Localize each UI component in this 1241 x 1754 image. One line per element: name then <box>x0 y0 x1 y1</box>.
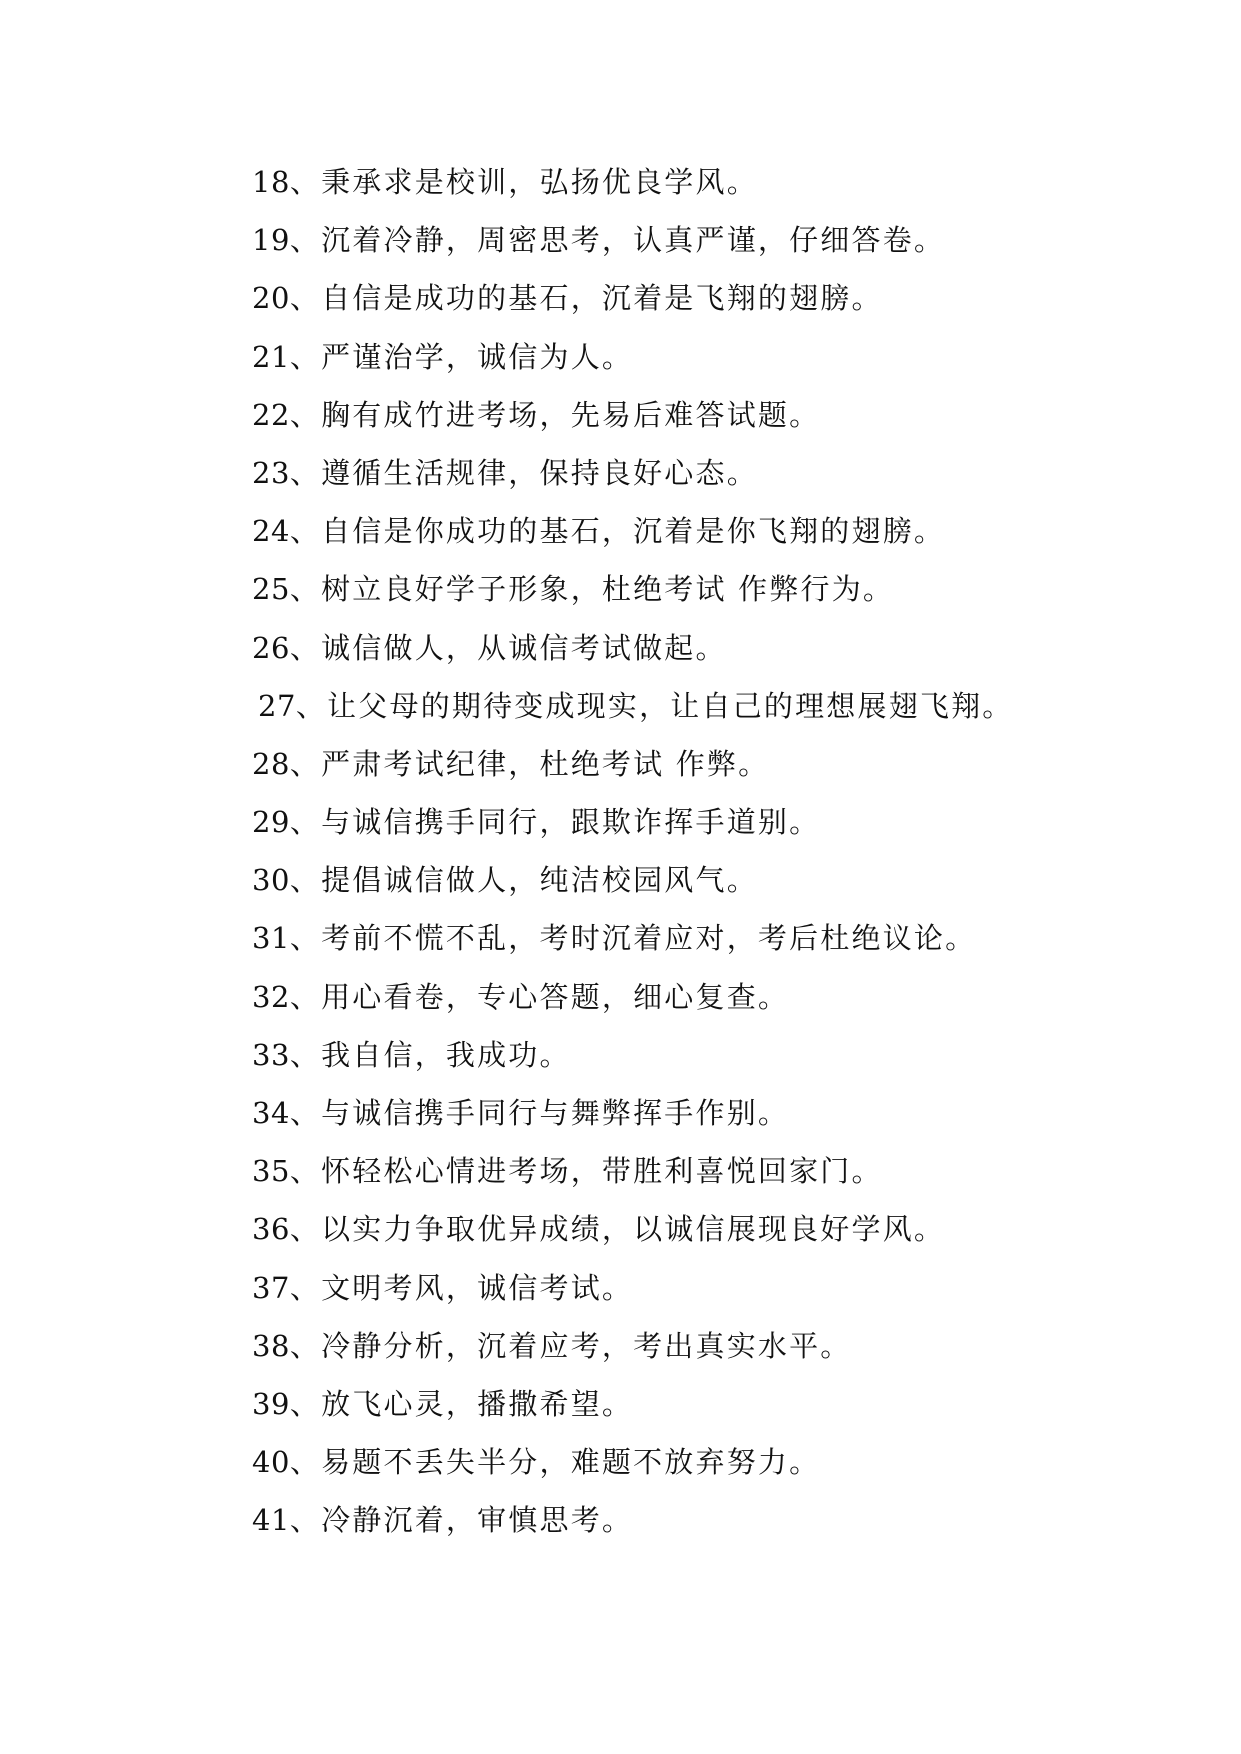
item-number: 32 <box>252 979 290 1014</box>
item-separator: 、 <box>289 223 322 258</box>
item-text: 与诚信携手同行与舞弊挥手作别。 <box>321 1096 790 1130</box>
item-number: 28 <box>252 746 290 781</box>
item-text: 严肃考试纪律，杜绝考试 作弊。 <box>321 746 770 781</box>
item-text: 冷静分析，沉着应考，考出真实水平。 <box>321 1328 852 1363</box>
item-text: 与诚信携手同行，跟欺诈挥手道别。 <box>321 805 821 840</box>
item-separator: 、 <box>289 1328 322 1363</box>
list-item <box>252 335 1152 393</box>
item-separator: 、 <box>289 1096 322 1130</box>
list-item <box>252 1324 1152 1382</box>
list-item <box>252 567 1152 625</box>
item-separator: 、 <box>289 863 322 898</box>
list-item <box>252 1033 1152 1091</box>
item-number: 33 <box>252 1037 290 1072</box>
item-text: 自信是你成功的基石，沉着是你飞翔的翅膀。 <box>321 514 946 549</box>
item-text: 让父母的期待变成现实，让自己的理想展翅飞翔。 <box>327 688 1014 723</box>
item-number: 38 <box>252 1328 290 1363</box>
item-text: 沉着冷静，周密思考，认真严谨，仔细答卷。 <box>321 223 946 258</box>
item-number: 23 <box>252 455 290 490</box>
item-text: 放飞心灵，播撒希望。 <box>321 1386 634 1421</box>
item-separator: 、 <box>289 1037 322 1072</box>
item-text: 胸有成竹进考场，先易后难答试题。 <box>321 397 821 432</box>
item-text: 树立良好学子形象，杜绝考试 作弊行为。 <box>321 572 895 607</box>
item-number: 25 <box>252 572 290 607</box>
list-item <box>252 916 1152 974</box>
item-separator: 、 <box>289 1270 322 1305</box>
list-item <box>252 975 1152 1033</box>
item-number: 27 <box>258 688 296 723</box>
list-item <box>252 451 1152 509</box>
item-text: 易题不丢失半分，难题不放弃努力。 <box>321 1445 821 1480</box>
list-item <box>252 858 1152 916</box>
item-text: 我自信，我成功。 <box>321 1037 571 1072</box>
list-item <box>252 509 1152 567</box>
item-number: 30 <box>252 863 290 898</box>
item-separator: 、 <box>289 979 322 1014</box>
item-text: 以实力争取优异成绩，以诚信展现良好学风。 <box>321 1212 946 1247</box>
item-text: 自信是成功的基石，沉着是飞翔的翅膀。 <box>321 281 883 316</box>
item-number: 18 <box>252 165 290 199</box>
list-item <box>252 626 1152 684</box>
item-text: 文明考风，诚信考试。 <box>321 1270 634 1305</box>
item-number: 22 <box>252 397 290 432</box>
list-item <box>252 1498 1152 1556</box>
item-separator: 、 <box>289 455 322 490</box>
list-item <box>252 1149 1152 1207</box>
list-item <box>252 1207 1152 1265</box>
list-item <box>252 1091 1152 1149</box>
item-separator: 、 <box>289 746 322 781</box>
list-item <box>252 684 1152 742</box>
item-number: 41 <box>252 1503 290 1538</box>
item-text: 遵循生活规律，保持良好心态。 <box>321 455 758 490</box>
item-separator: 、 <box>289 921 322 956</box>
list-item <box>252 742 1152 800</box>
item-separator: 、 <box>289 397 322 432</box>
item-separator: 、 <box>289 339 322 374</box>
item-text: 冷静沉着，审慎思考。 <box>321 1503 634 1538</box>
item-separator: 、 <box>289 630 322 665</box>
item-text: 严谨治学，诚信为人。 <box>321 339 634 374</box>
list-item <box>252 1382 1152 1440</box>
item-separator: 、 <box>289 1445 322 1480</box>
item-number: 34 <box>252 1096 290 1130</box>
list-item <box>252 800 1152 858</box>
item-number: 19 <box>252 223 290 258</box>
item-number: 29 <box>252 805 290 840</box>
item-separator: 、 <box>289 165 322 199</box>
item-number: 20 <box>252 281 290 316</box>
item-text: 怀轻松心情进考场，带胜利喜悦回家门。 <box>321 1154 883 1189</box>
list-item <box>252 218 1152 276</box>
item-number: 26 <box>252 630 290 665</box>
item-text: 考前不慌不乱，考时沉着应对，考后杜绝议论。 <box>321 921 977 956</box>
item-separator: 、 <box>289 1386 322 1421</box>
list-item <box>252 1440 1152 1498</box>
item-separator: 、 <box>289 1212 322 1247</box>
item-separator: 、 <box>295 688 328 723</box>
slogan-list <box>252 160 1152 1557</box>
list-item <box>252 160 1152 218</box>
item-separator: 、 <box>289 572 322 607</box>
item-separator: 、 <box>289 281 322 316</box>
item-text: 秉承求是校训，弘扬优良学风。 <box>321 165 758 199</box>
item-number: 21 <box>252 339 290 374</box>
item-number: 35 <box>252 1154 290 1189</box>
item-text: 诚信做人，从诚信考试做起。 <box>321 630 727 665</box>
item-number: 37 <box>252 1270 290 1305</box>
item-number: 40 <box>252 1445 290 1480</box>
item-number: 36 <box>252 1212 290 1247</box>
list-item <box>252 276 1152 334</box>
item-separator: 、 <box>289 1503 322 1538</box>
item-number: 31 <box>252 921 290 956</box>
item-separator: 、 <box>289 1154 322 1189</box>
list-item <box>252 1266 1152 1324</box>
item-separator: 、 <box>289 514 322 549</box>
item-text: 提倡诚信做人，纯洁校园风气。 <box>321 863 758 898</box>
item-number: 39 <box>252 1386 290 1421</box>
item-separator: 、 <box>289 805 322 840</box>
item-number: 24 <box>252 514 290 549</box>
list-item <box>252 393 1152 451</box>
item-text: 用心看卷，专心答题，细心复查。 <box>321 979 790 1014</box>
